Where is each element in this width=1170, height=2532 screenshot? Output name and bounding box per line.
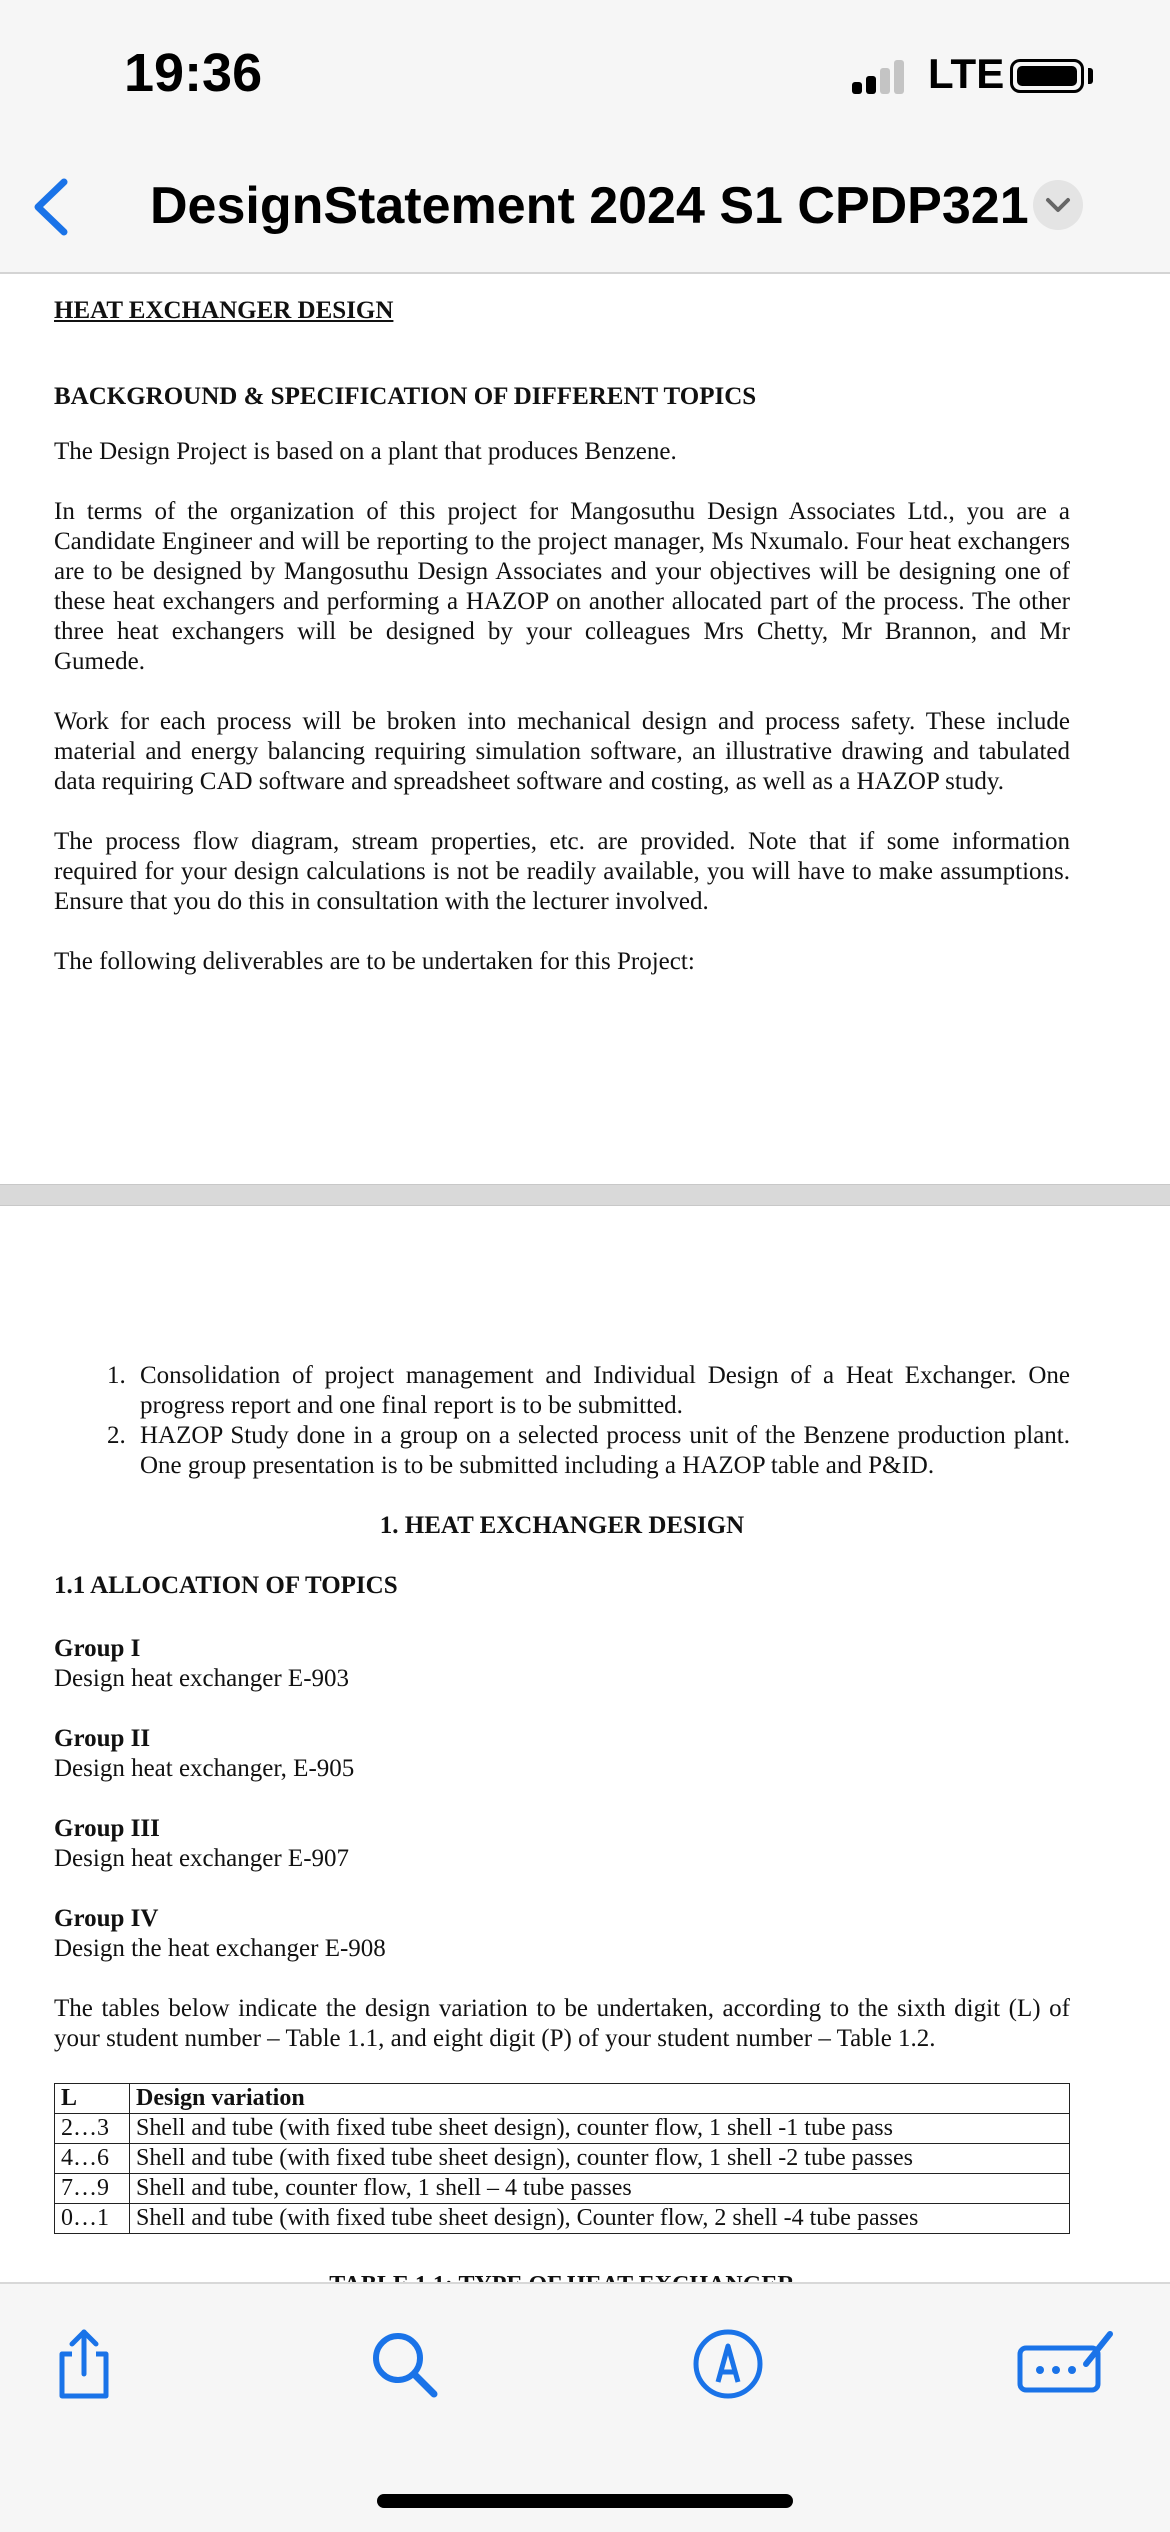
table-cell: Shell and tube, counter flow, 1 shell – 4 tube passes: [130, 2174, 1070, 2204]
section-title: 1. HEAT EXCHANGER DESIGN: [379, 1512, 745, 1539]
group-description: Design heat exchanger E-903: [54, 1665, 350, 1692]
group-name: Group III: [54, 1815, 160, 1842]
table-row: [55, 2174, 1070, 2204]
group-name: Group I: [54, 1635, 141, 1662]
document-page-1[interactable]: [0, 274, 1170, 1184]
table-header: L: [55, 2084, 130, 2114]
search-icon: [364, 2324, 444, 2404]
share-icon: [44, 2324, 124, 2404]
back-button[interactable]: [20, 172, 90, 242]
group-description: Design heat exchanger E-907: [54, 1845, 350, 1872]
table-cell: 0…1: [55, 2204, 130, 2234]
table-cell: Shell and tube (with fixed tube sheet design), Counter flow, 2 shell -4 tube passes: [130, 2204, 1070, 2234]
page-divider: [0, 1184, 1170, 1206]
status-bar: [0, 0, 1170, 150]
section-heading: BACKGROUND & SPECIFICATION OF DIFFERENT TOPICS: [54, 383, 757, 410]
battery-tip: [1088, 68, 1093, 84]
search-button[interactable]: [364, 2324, 444, 2404]
group-description: Design heat exchanger, E-905: [54, 1755, 355, 1782]
table-cell: 7…9: [55, 2174, 130, 2204]
group-name: Group II: [54, 1725, 151, 1752]
paragraph: The process flow diagram, stream properties, etc. are provided. Note that if some information required for your design calculations is not be readily available, you will have to make assumptions. Ensure that you do this in consultation with the lecturer involved.: [54, 828, 1070, 915]
group-description: Design the heat exchanger E-908: [54, 1935, 386, 1962]
home-indicator[interactable]: [377, 2494, 793, 2508]
battery-icon: [1010, 59, 1084, 93]
more-keyboard-icon: [1016, 2324, 1116, 2404]
list-item: 1. Consolidation of project management and Individual Design of a Heat Exchanger. One progress report and one final report is to be submitted.: [132, 1361, 1070, 1421]
document-title[interactable]: DesignStatement 2024 S1 CPDP321: [150, 177, 1029, 235]
table-cell: 2…3: [55, 2114, 130, 2144]
status-time: 19:36: [124, 43, 263, 103]
table-row: [55, 2114, 1070, 2144]
document-page-2[interactable]: [0, 1206, 1170, 2282]
design-variation-table: [54, 2083, 1070, 2234]
paragraph: The following deliverables are to be undertaken for this Project:: [54, 948, 695, 975]
page-heading: HEAT EXCHANGER DESIGN: [54, 297, 394, 324]
markup-icon: [688, 2324, 768, 2404]
paragraph: In terms of the organization of this project for Mangosuthu Design Associates Ltd., you are a Candidate Engineer and will be reporting to the project manager, Ms Nxumalo. Four heat exchangers are to be designed by Mangosuthu Design Associates and your objectives will be designing one of these heat exchangers and performing a HAZOP on another allocated part of the process. The other three heat exchangers will be designed by your colleagues Mrs Chetty, Mr Brannon, and Mr Gumede.: [54, 498, 1070, 675]
subsection-title: 1.1 ALLOCATION OF TOPICS: [54, 1572, 398, 1599]
table-row: [55, 2144, 1070, 2174]
paragraph: The Design Project is based on a plant that produces Benzene.: [54, 438, 677, 465]
markup-button[interactable]: [688, 2324, 768, 2404]
bottom-toolbar: [0, 2282, 1170, 2532]
list-item: 2. HAZOP Study done in a group on a selected process unit of the Benzene production plant. One group presentation is to be submitted including a HAZOP table and P&ID.: [132, 1421, 1070, 1481]
share-button[interactable]: [44, 2324, 124, 2404]
deliverables-list: [54, 1361, 1070, 1481]
paragraph: Work for each process will be broken into mechanical design and process safety. These include material and energy balancing requiring simulation software, an illustrative drawing and tabulated data requiring CAD software and spreadsheet software and costing, as well as a HAZOP study.: [54, 708, 1070, 795]
table-cell: Shell and tube (with fixed tube sheet design), counter flow, 1 shell -1 tube pass: [130, 2114, 1070, 2144]
table-header: Design variation: [130, 2084, 1070, 2114]
chevron-down-icon: [1033, 180, 1083, 230]
navigation-bar: [0, 150, 1170, 274]
table-intro: The tables below indicate the design variation to be undertaken, according to the sixth digit (L) of your student number – Table 1.1, and eight digit (P) of your student number – Table 1.2.: [54, 1995, 1070, 2052]
more-tools-button[interactable]: [1016, 2324, 1116, 2404]
table-cell: Shell and tube (with fixed tube sheet design), counter flow, 1 shell -2 tube passes: [130, 2144, 1070, 2174]
signal-strength-icon: [852, 58, 912, 94]
network-type: LTE: [928, 50, 1005, 97]
table-header-row: [55, 2084, 1070, 2114]
group-name: Group IV: [54, 1905, 159, 1932]
chevron-left-icon: [20, 172, 90, 242]
table-row: [55, 2204, 1070, 2234]
title-menu-button[interactable]: [1033, 180, 1083, 230]
table-cell: 4…6: [55, 2144, 130, 2174]
